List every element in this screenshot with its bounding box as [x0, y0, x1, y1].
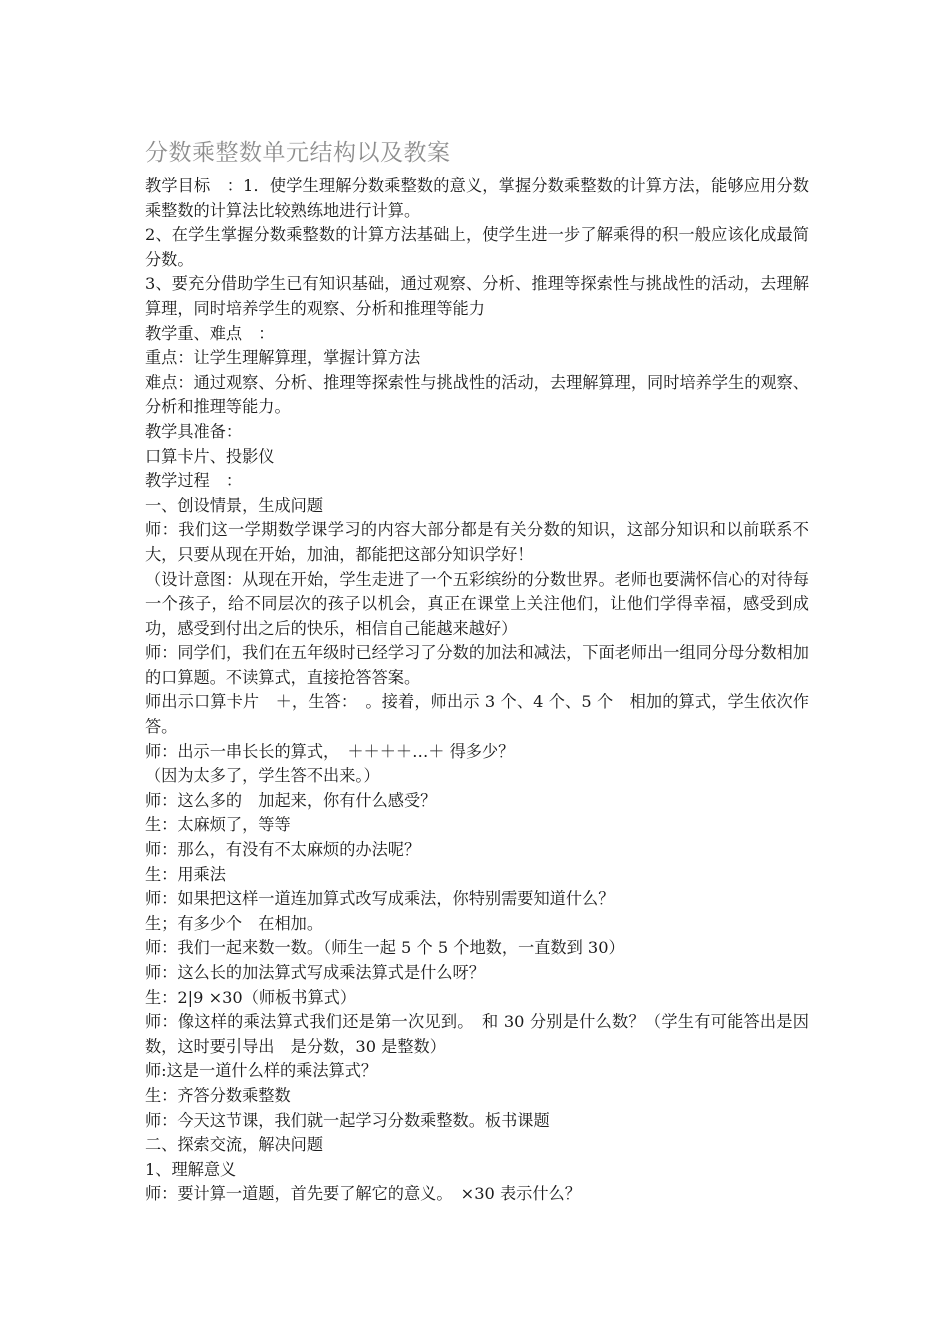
document-paragraph: 生：2|9 ×30（师板书算式） — [145, 987, 357, 1007]
document-paragraph: 口算卡片、投影仪 — [145, 446, 275, 466]
document-paragraph: （因为太多了，学生答不出来。） — [145, 766, 380, 786]
document-paragraph: 师：今天这节课，我们就一起学习分数乘整数。板书课题 — [145, 1110, 550, 1130]
document-paragraph: 师:这是一道什么样的乘法算式？ — [145, 1061, 378, 1081]
document-paragraph: 师出示口算卡片 ＋，生答： 。接着，师出示 3 个、4 个、5 个 相加的算式，学生依次作答。 — [145, 692, 809, 737]
document-paragraph: 2、在学生掌握分数乘整数的计算方法基础上，使学生进一步了解乘得的积一般应该化成最简分数。 — [145, 225, 809, 269]
document-paragraph: 1、理解意义 — [145, 1159, 237, 1179]
document-paragraph: 难点：通过观察、分析、推理等探索性与挑战性的活动，去理解算理，同时培养学生的观察、分析和推理等能力。 — [145, 372, 809, 417]
document-paragraph: 教学具准备： — [145, 421, 243, 441]
document-paragraph: 师：我们这一学期数学课学习的内容大部分都是有关分数的知识，这部分知识和以前联系不大，只要从现在开始，加油，都能把这部分知识学好！ — [145, 520, 809, 564]
document-title: 分数乘整数单元结构以及教案 — [145, 140, 451, 166]
document-paragraph: 师：那么，有没有不太麻烦的办法呢？ — [145, 840, 421, 860]
document-paragraph: 教学重、难点 ： — [145, 323, 275, 343]
document-paragraph: 师：这么长的加法算式写成乘法算式是什么呀？ — [145, 963, 485, 982]
document-paragraph: 生；有多少个 在相加。 — [145, 913, 324, 933]
document-paragraph: 一、创设情景，生成问题 — [145, 495, 324, 515]
document-paragraph: 师：这么多的 加起来，你有什么感受？ — [145, 790, 437, 810]
document-paragraph: 3、要充分借助学生已有知识基础，通过观察、分析、推理等探索性与挑战性的活动，去理解算理，同时培养学生的观察、分析和推理等能力 — [145, 274, 809, 318]
document-body — [145, 174, 809, 1207]
document-paragraph: 师：出示一串长长的算式， ＋＋＋＋…＋ 得多少？ — [145, 741, 515, 761]
document-paragraph: 二、探索交流，解决问题 — [145, 1135, 324, 1155]
document-paragraph: 师：如果把这样一道连加算式改写成乘法，你特别需要知道什么？ — [145, 889, 615, 909]
document-paragraph: 教学目标 ：1．使学生理解分数乘整数的意义，掌握分数乘整数的计算方法，能够应用分数乘整数的计算法比较熟练地进行计算。 — [145, 176, 809, 220]
document-paragraph: 重点：让学生理解算理，掌握计算方法 — [145, 348, 421, 368]
document-paragraph: 生：齐答分数乘整数 — [145, 1085, 291, 1105]
document-paragraph: 生：用乘法 — [145, 864, 226, 884]
document-paragraph: 师：同学们，我们在五年级时已经学习了分数的加法和减法，下面老师出一组同分母分数相加的口算题。不读算式，直接抢答答案。 — [145, 643, 809, 687]
document-paragraph: 师：要计算一道题，首先要了解它的意义。 ×30 表示什么？ — [145, 1184, 581, 1204]
document-paragraph: 教学过程 ： — [145, 471, 243, 491]
document-paragraph: （设计意图：从现在开始，学生走进了一个五彩缤纷的分数世界。老师也要满怀信心的对待每一个孩子，给不同层次的孩子以机会，真正在课堂上关注他们，让他们学得幸福，感受到成功，感受到付出之后的快乐，相信自己能越来越好） — [145, 569, 809, 638]
document-paragraph: 师：像这样的乘法算式我们还是第一次见到。 和 30 分别是什么数？（学生有可能答出是因数，这时要引导出 是分数，30 是整数） — [145, 1012, 809, 1056]
document-paragraph: 师：我们一起来数一数。（师生一起 5 个 5 个地数，一直数到 30） — [145, 938, 625, 958]
document-paragraph: 生：太麻烦了，等等 — [145, 815, 291, 835]
